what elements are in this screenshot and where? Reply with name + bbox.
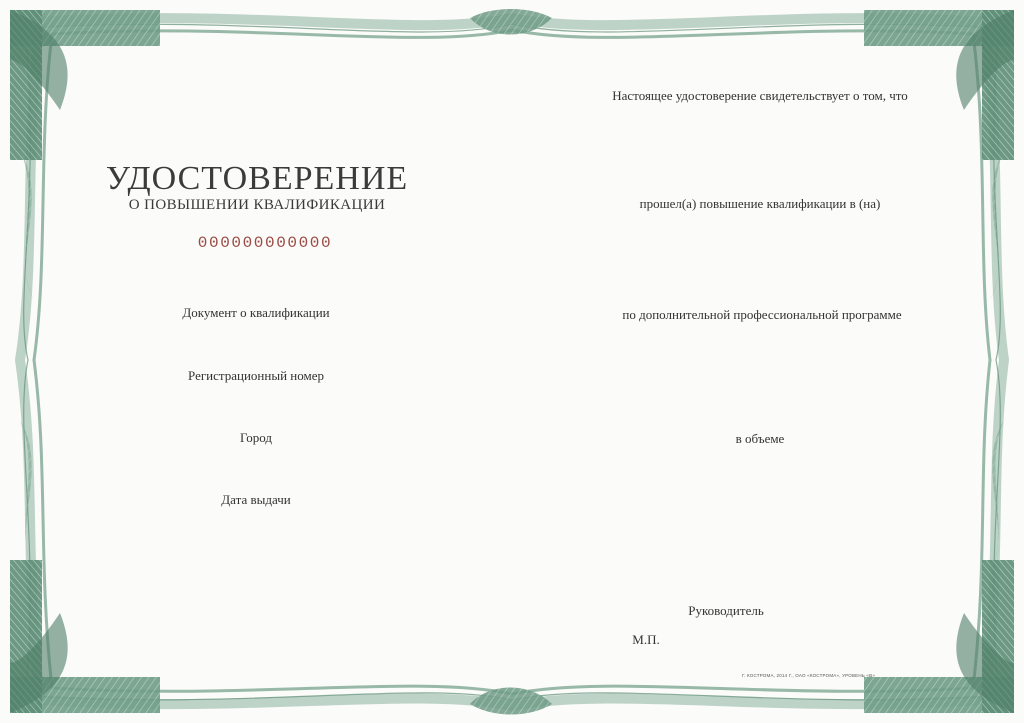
- corner-ornament-bottom-left: [10, 560, 160, 713]
- label-qualification-document: Документ о квалификации: [182, 305, 330, 320]
- text-program: по дополнительной профессиональной программе: [622, 307, 902, 322]
- serial-number: 000000000000: [197, 234, 333, 252]
- label-registration-number: Регистрационный номер: [188, 368, 324, 383]
- text-seal-place: М.П.: [632, 632, 660, 647]
- top-center-ornament: [470, 9, 552, 35]
- text-volume: в объеме: [735, 431, 785, 446]
- printer-imprint: Г. КОСТРОМА, 2014 Г., ОАО «КОСТРОМА», УРОВЕНЬ «В»: [742, 673, 876, 678]
- certificate-title: УДОСТОВЕРЕНИЕ: [105, 160, 409, 197]
- text-certifies: Настоящее удостоверение свидетельствует о том, что: [612, 88, 908, 103]
- label-issue-date: Дата выдачи: [221, 492, 291, 507]
- certificate-subtitle: О ПОВЫШЕНИИ КВАЛИФИКАЦИИ: [128, 197, 386, 213]
- corner-ornament-bottom-right: [864, 560, 1014, 713]
- border-ribbon-outer: [20, 18, 1004, 706]
- corner-ornament-top-right: [864, 10, 1014, 160]
- text-completed-training: прошел(а) повышение квалификации в (на): [639, 196, 881, 211]
- text-director: Руководитель: [688, 603, 764, 618]
- bottom-center-ornament: [470, 688, 552, 715]
- border-ribbon-inner: [34, 30, 990, 694]
- label-city: Город: [239, 430, 273, 445]
- corner-ornament-top-left: [10, 10, 160, 160]
